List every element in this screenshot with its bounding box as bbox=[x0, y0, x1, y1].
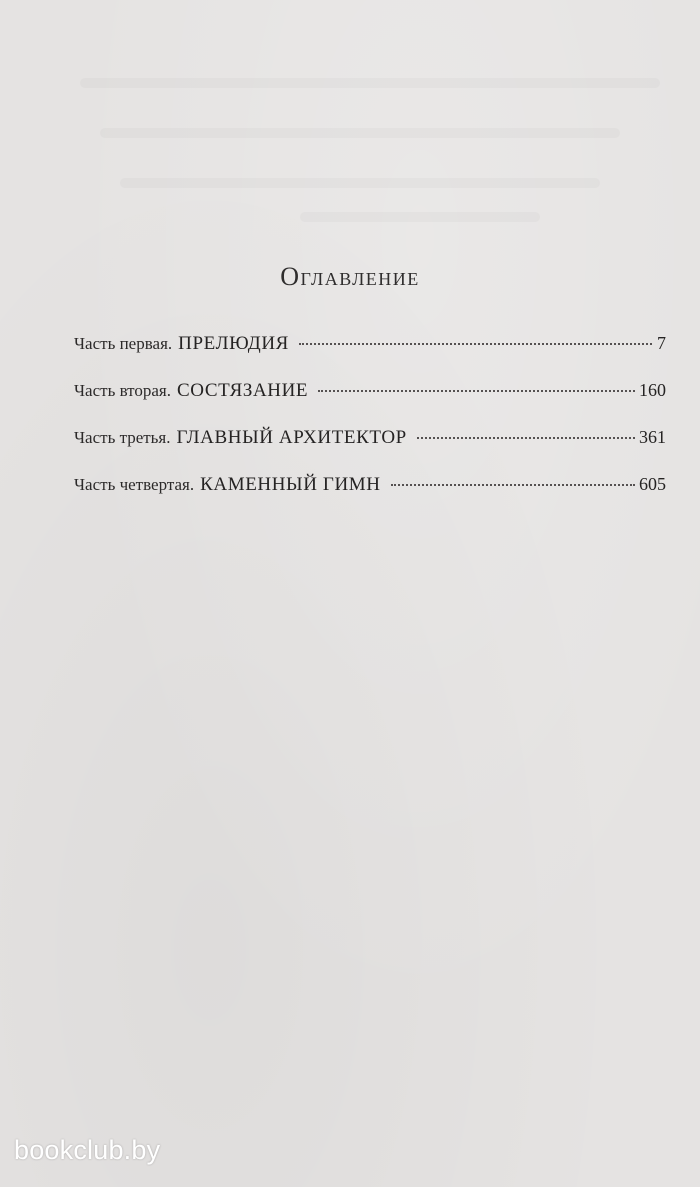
toc-heading: Оглавление bbox=[280, 262, 420, 291]
dot-leader bbox=[417, 437, 635, 439]
toc-row bbox=[74, 333, 666, 358]
toc-page-number: 160 bbox=[639, 380, 666, 400]
dot-leader bbox=[391, 484, 635, 486]
toc-part-label: Часть первая. bbox=[74, 334, 173, 353]
bleed-through-shadow bbox=[80, 78, 660, 88]
dot-leader bbox=[318, 390, 635, 392]
bleed-through-shadow bbox=[120, 178, 600, 188]
toc-part-title: ГЛАВНЫЙ АРХИТЕКТОР bbox=[176, 427, 407, 448]
toc-part-label: Часть четвертая. bbox=[74, 475, 195, 494]
toc-row bbox=[74, 427, 666, 452]
toc-part-label: Часть третья. bbox=[74, 428, 171, 447]
toc-page-number: 361 bbox=[639, 427, 666, 447]
toc-page-number: 7 bbox=[657, 333, 666, 353]
toc-part-title: КАМЕННЫЙ ГИМН bbox=[200, 474, 381, 495]
toc-page-number: 605 bbox=[639, 474, 666, 494]
watermark: bookclub.by bbox=[14, 1135, 161, 1165]
toc-part-label: Часть вторая. bbox=[74, 381, 171, 400]
bleed-through-shadow bbox=[300, 212, 540, 222]
toc-row bbox=[74, 474, 666, 499]
toc-row bbox=[74, 380, 666, 405]
bleed-through-shadow bbox=[100, 128, 620, 138]
dot-leader bbox=[299, 343, 652, 345]
table-of-contents bbox=[74, 333, 666, 521]
toc-part-title: ПРЕЛЮДИЯ bbox=[178, 333, 289, 354]
toc-part-title: СОСТЯЗАНИЕ bbox=[177, 380, 309, 401]
